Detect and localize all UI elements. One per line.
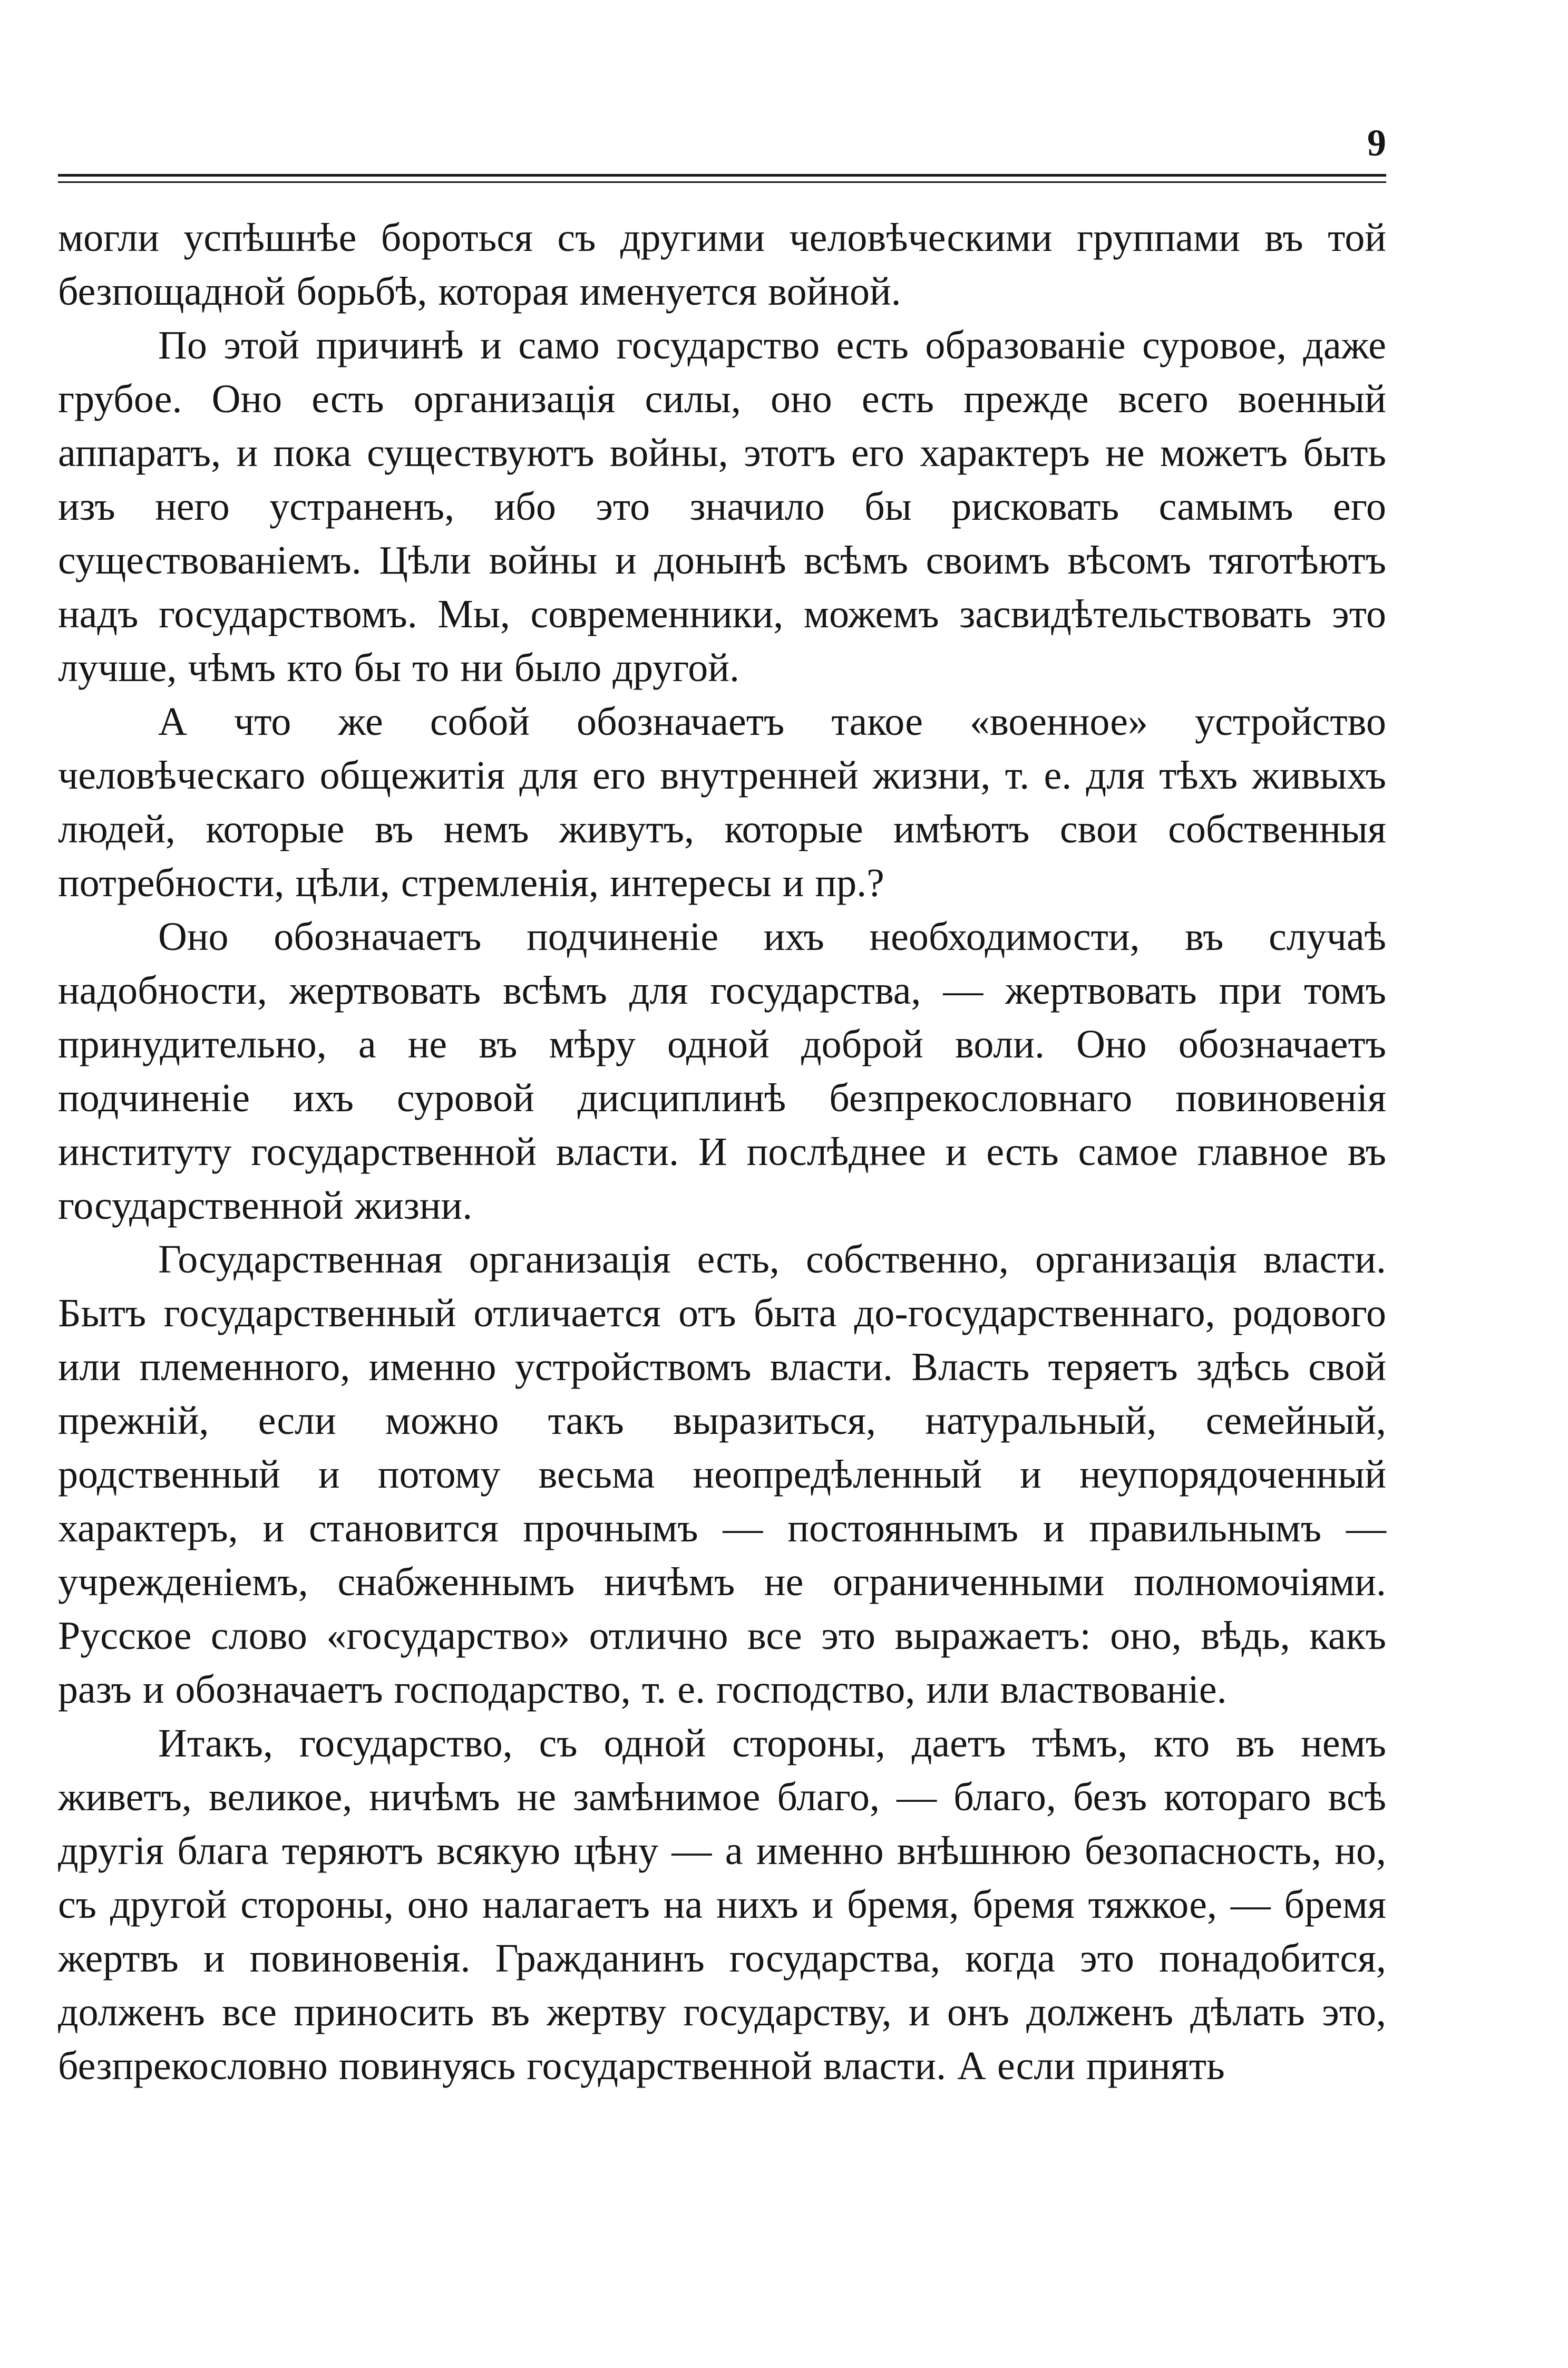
paragraph-subordination: Оно обозначаетъ подчиненіе ихъ необходимости, въ случаѣ надобности, жертвовать всѣмъ для государства, — жертвовать при томъ принудительно, а не въ мѣру одной доброй воли. Оно обозначаетъ подчиненіе ихъ суровой дисциплинѣ безпрекословнаго повиновенія институту государственной власти. И послѣднее и есть самое главное въ государственной жизни. — [58, 915, 1386, 1228]
paragraph-military-organization: А что же собой обозначаетъ такое «военное» устройство человѣческаго общежитія для его внутренней жизни, т. е. для тѣхъ живыхъ людей, которые въ немъ живутъ, которые имѣютъ свои собственныя потребности, цѣли, стремленія, интересы и пр.? — [58, 700, 1386, 905]
paragraph-state-power: Государственная организація есть, собственно, организація власти. Бытъ государственный отличается отъ быта до-государственнаго, родового или племенного, именно устройствомъ власти. Власть теряетъ здѣсь свой прежній, если можно такъ выразиться, натуральный, семейный, родственный и потому весьма неопредѣленный и неупорядоченный характеръ, и становится прочнымъ — постояннымъ и правильнымъ — учрежденіемъ, снабженнымъ ничѣмъ не ограниченными полномочіями. Русское слово «государство» отлично все это выражаетъ: оно, вѣдь, какъ разъ и обозначаетъ господарство, т. е. господство, или властвованіе. — [58, 1237, 1386, 1712]
header-rule — [58, 174, 1386, 177]
paragraph-state-character: По этой причинѣ и само государство есть образованіе суровое, даже грубое. Оно есть организація силы, оно есть прежде всего военный аппаратъ, и пока существуютъ войны, этотъ его характеръ не можетъ быть изъ него устраненъ, ибо это значило бы рисковать самымъ его существованіемъ. Цѣли войны и донынѣ всѣмъ своимъ вѣсомъ тяготѣютъ надъ государствомъ. Мы, современники, можемъ засвидѣтельствовать это лучше, чѣмъ кто бы то ни было другой. — [58, 323, 1386, 690]
header-rule-thin — [58, 181, 1386, 183]
paragraph-benefit-burden: Итакъ, государство, съ одной стороны, даетъ тѣмъ, кто въ немъ живетъ, великое, ничѣмъ не замѣнимое благо, — благо, безъ котораго всѣ другія блага теряютъ всякую цѣну — а именно внѣшнюю безопасность, но, съ другой стороны, оно налагаетъ на нихъ и бремя, бремя тяжкое, — бремя жертвъ и повиновенія. Гражданинъ государства, когда это понадобится, долженъ все приносить въ жертву государству, и онъ долженъ дѣлать это, безпрекословно повинуясь государственной власти. А если принять — [58, 1721, 1386, 2088]
body-text — [58, 211, 1386, 2093]
page-number: 9 — [1367, 122, 1386, 164]
paragraph-continuation: могли успѣшнѣе бороться съ другими человѣческими группами въ той безпощадной борьбѣ, которая именуется войной. — [58, 216, 1386, 314]
